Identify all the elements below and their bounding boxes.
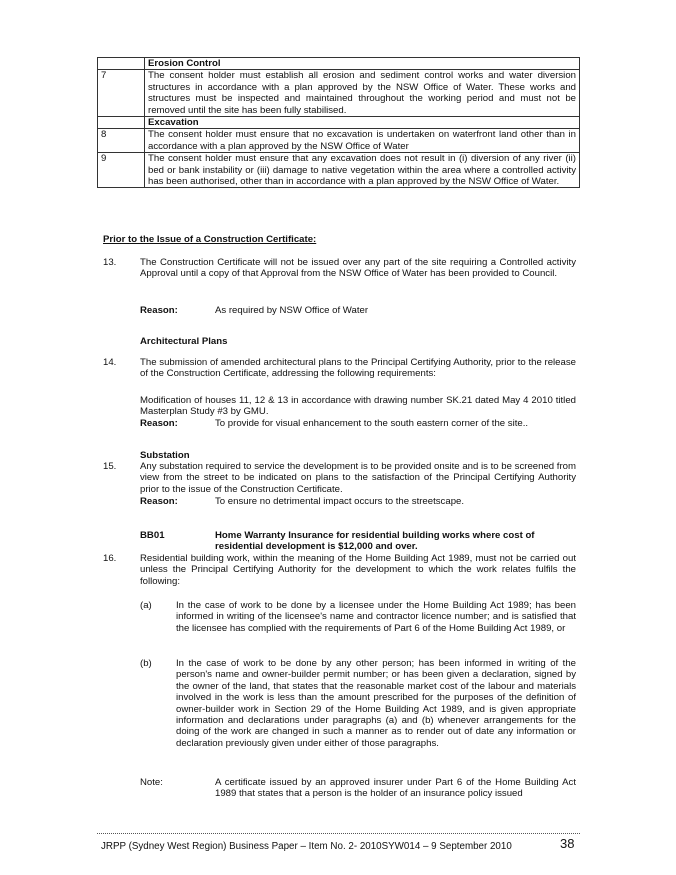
condition-15-number: 15.: [103, 461, 117, 472]
condition-15-text: Any substation required to service the development is to be provided onsite and is to be screened from view from the street to be indicated on plans to the satisfaction of the Principal Certifying Authority prior to the issue of the Construction Certificate.: [140, 461, 576, 495]
condition-13-text: The Construction Certificate will not be issued over any part of the site requiring a Controlled activity Approval until a copy of that Approval from the NSW Office of Water has been provided to Council.: [140, 257, 576, 280]
row-number: 9: [98, 153, 145, 188]
condition-15-reason-label: Reason:: [140, 496, 178, 507]
condition-14-number: 14.: [103, 357, 117, 368]
condition-14-reason-label: Reason:: [140, 418, 178, 429]
table-row: [98, 117, 580, 129]
conditions-table: [97, 57, 580, 188]
row-number: 8: [98, 129, 145, 153]
page-number: 38: [560, 836, 575, 851]
condition-16-note-text: A certificate issued by an approved insurer under Part 6 of the Home Building Act 1989 that states that a person is the holder of an insurance policy issued: [215, 777, 576, 800]
condition-16-b-label: (b): [140, 658, 152, 669]
row-text: The consent holder must ensure that no excavation is undertaken on waterfront land other than in accordance with a plan approved by the NSW Office of Water: [145, 129, 580, 153]
condition-14-sub-text: Modification of houses 11, 12 & 13 in accordance with drawing number SK.21 dated May 4 2010 titled Masterplan Study #3 by GMU.: [140, 395, 576, 418]
condition-16-number: 16.: [103, 553, 117, 564]
section-heading: Prior to the Issue of a Construction Certificate:: [103, 234, 317, 245]
condition-14-reason-text: To provide for visual enhancement to the south eastern corner of the site..: [215, 418, 529, 429]
condition-16-a-text: In the case of work to be done by a licensee under the Home Building Act 1989; has been informed in writing of the licensee's name and contractor licence number; and is satisfied that the licensee has complied with the requirements of Part 6 of the Home Building Act 1989, or: [176, 600, 576, 634]
row-text: The consent holder must ensure that any excavation does not result in (i) diversion of any river (ii) bed or bank instability or (iii) damage to native vegetation within the area where a controlled activity has been authorised, other than in accordance with a plan approved by the NSW Office of Water.: [145, 153, 580, 188]
row-number: [98, 58, 145, 70]
footer-text: JRPP (Sydney West Region) Business Paper – Item No. 2- 2010SYW014 – 9 September 2010: [101, 841, 512, 852]
condition-13-number: 13.: [103, 257, 117, 268]
condition-16-b-text: In the case of work to be done by any other person; has been informed in writing of the person's name and owner-builder permit number; or has been given a declaration, signed by the owner of the land, that states that the reasonable market cost of the labour and materials involved in the work is less than the amount prescribed for the purposes of the definition of owner-builder work in Section 29 of the Home Building Act 1989, and is given appropriate information and declarations under paragraphs (a) and (b) whenever arrangements for the doing of the work are changed in such a manner as to render out of date any information or declaration previously given under either of those paragraphs.: [176, 658, 576, 749]
table-row: [98, 153, 580, 188]
condition-16-a-label: (a): [140, 600, 152, 611]
condition-16-text: Residential building work, within the meaning of the Home Building Act 1989, must not be carried out unless the Principal Certifying Authority for the development to which the work relates fulfils the following:: [140, 553, 576, 587]
condition-16-note-label: Note:: [140, 777, 163, 788]
table-row: [98, 129, 580, 153]
condition-14-text: The submission of amended architectural plans to the Principal Certifying Authority, prior to the release of the Construction Certificate, addressing the following requirements:: [140, 357, 576, 380]
condition-15-reason-text: To ensure no detrimental impact occurs to the streetscape.: [215, 496, 465, 507]
condition-15-heading: Substation: [140, 450, 190, 461]
condition-13-reason-text: As required by NSW Office of Water: [215, 305, 369, 316]
footer-divider: [97, 833, 580, 834]
condition-14-heading: Architectural Plans: [140, 336, 228, 347]
row-heading: Erosion Control: [145, 58, 580, 70]
table-row: [98, 58, 580, 70]
table-row: [98, 70, 580, 117]
condition-16-heading: Home Warranty Insurance for residential building works where cost of residential development is $12,000 and over.: [215, 530, 535, 553]
row-text: The consent holder must establish all erosion and sediment control works and water diversion structures in accordance with a plan approved by the NSW Office of Water. These works and structures must be inspected and maintained throughout the working period and must not be removed until the site has been fully stabilised.: [145, 70, 580, 117]
row-heading: Excavation: [145, 117, 580, 129]
condition-13-reason-label: Reason:: [140, 305, 178, 316]
condition-16-code: BB01: [140, 530, 165, 541]
row-number: 7: [98, 70, 145, 117]
row-number: [98, 117, 145, 129]
